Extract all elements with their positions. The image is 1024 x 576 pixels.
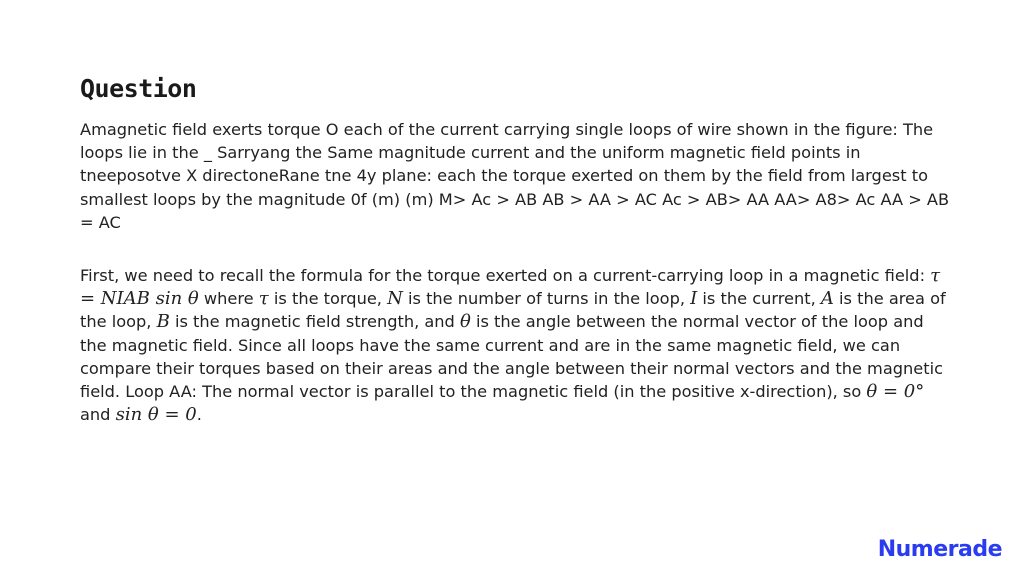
answer-segment: where — [198, 289, 259, 309]
question-text: Amagnetic field exerts torque O each of the current carrying single loops of wire shown in the figure: The loops lie in the _ Sarryang the Same magnitude current and the uniform magnetic field points in tneeposotve X directoneRane tne 4y plane: each the torque exerted on them by the field from largest to smallest loops by the magnitude 0f (m) (m) M> Ac > AB AB > AA > AC Ac > AB> AA AA> A8> Ac AA > AB = AC — [80, 120, 950, 232]
torque-formula: τ = NIAB sin θ — [80, 265, 941, 310]
answer-segment: is the area of the loop, — [80, 289, 946, 332]
answer-segment: is the magnetic field strength, and — [169, 312, 460, 332]
theta-equation: θ = 0° — [866, 381, 925, 403]
answer-segment: First, we need to recall the formula for the torque exerted on a current-carrying loop in a magnetic field: — [80, 266, 931, 285]
answer-segment: is the number of turns in the loop, — [402, 289, 691, 309]
answer-text — [80, 264, 952, 426]
answer-segment: is the angle between the normal vector of the loop and the magnetic field. Since all loops have the same current and are in the same magnetic field, we can compare their torques based on their areas and the angle between their normal vectors and the magnetic field. Loop AA: The normal vector is parallel to the magnetic field (in the positive x-direction), so — [80, 312, 943, 402]
n-symbol: N — [387, 288, 403, 310]
answer-segment: is the torque, — [268, 289, 388, 309]
answer-segment: is the current, — [697, 289, 821, 309]
numerade-logo[interactable]: Numerade — [877, 537, 1002, 562]
a-symbol: A — [820, 288, 834, 310]
question-heading: Question — [80, 74, 197, 103]
theta-symbol: θ — [459, 311, 471, 333]
sin-equation: sin θ = 0 — [115, 404, 197, 426]
answer-segment: . — [196, 405, 202, 425]
b-symbol: B — [156, 311, 170, 333]
answer-segment: and — [80, 405, 116, 425]
i-symbol: I — [690, 288, 698, 310]
tau-symbol: τ — [258, 288, 269, 310]
